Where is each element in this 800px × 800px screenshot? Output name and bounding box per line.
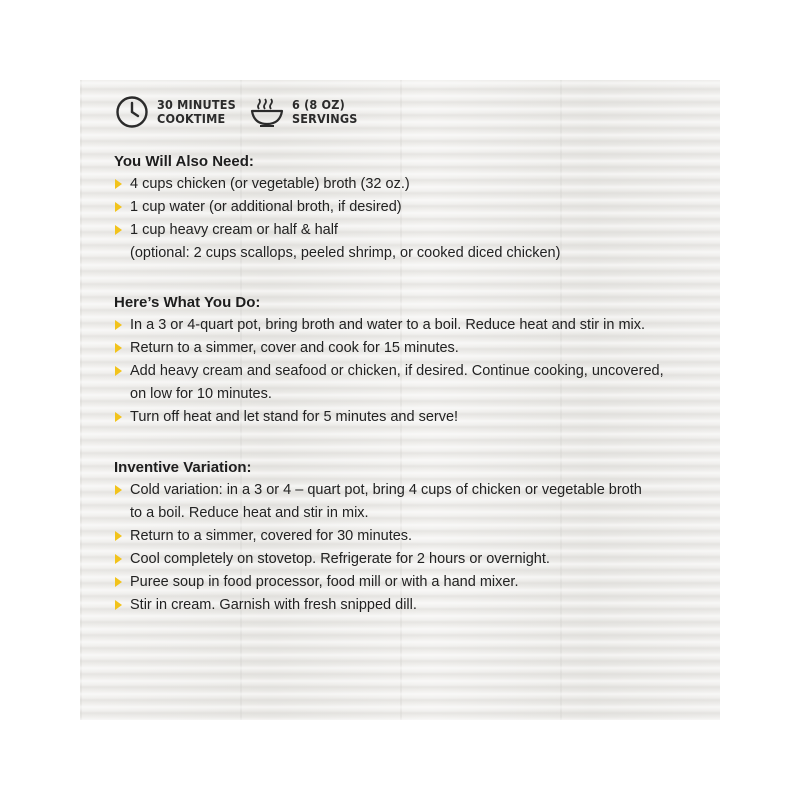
optional-note: (optional: 2 cups scallops, peeled shrimp, or cooked diced chicken) <box>130 245 561 261</box>
list-item-text: Cool completely on stovetop. Refrigerate for 2 hours or overnight. <box>130 551 550 567</box>
list-item-text: 4 cups chicken (or vegetable) broth (32 oz.) <box>130 176 410 192</box>
list-item <box>114 173 560 196</box>
list-item-text: Return to a simmer, covered for 30 minutes. <box>130 528 413 544</box>
bullet-arrow-icon <box>115 412 122 422</box>
list-item-text: Cold variation: in a 3 or 4 – quart pot, bring 4 cups of chicken or vegetable broth <box>130 482 642 498</box>
recipe-meta <box>115 96 372 128</box>
list-item-text: 1 cup water (or additional broth, if desired) <box>130 199 402 215</box>
what-you-do-section <box>114 292 664 429</box>
list-item <box>114 196 560 219</box>
cooktime-text <box>157 98 236 126</box>
list-item <box>114 479 642 502</box>
list-item <box>114 525 642 548</box>
list-item-continuation: to a boil. Reduce heat and stir in mix. <box>130 505 369 521</box>
servings-text <box>292 98 358 126</box>
bullet-arrow-icon <box>115 600 122 610</box>
section-heading: Here’s What You Do: <box>114 294 261 311</box>
bullet-arrow-icon <box>115 485 122 495</box>
list-item <box>114 314 664 337</box>
list-item <box>114 548 642 571</box>
bullet-arrow-icon <box>115 577 122 587</box>
cooktime-line2: COOKTIME <box>157 111 226 126</box>
servings-line2: SERVINGS <box>291 111 358 126</box>
cooktime-line1: 30 MINUTES <box>157 97 236 112</box>
section-heading: You Will Also Need: <box>114 153 254 170</box>
cooktime-info <box>115 95 236 129</box>
bullet-arrow-icon <box>115 179 122 189</box>
bullet-arrow-icon <box>115 320 122 330</box>
also-need-section <box>114 151 560 265</box>
bullet-arrow-icon <box>115 225 122 235</box>
servings-line1: 6 (8 OZ) <box>291 97 346 112</box>
bullet-arrow-icon <box>115 366 122 376</box>
clock-icon <box>115 95 149 129</box>
list-item <box>114 571 642 594</box>
list-item-text: Add heavy cream and seafood or chicken, if desired. Continue cooking, uncovered, <box>130 363 664 379</box>
list-item <box>114 360 664 383</box>
list-item-text: Turn off heat and let stand for 5 minutes and serve! <box>130 409 459 425</box>
recipe-card <box>80 80 720 720</box>
list-item-text: Stir in cream. Garnish with fresh snipped dill. <box>130 597 417 613</box>
list-item-text: Return to a simmer, cover and cook for 15 minutes. <box>130 340 459 356</box>
list-item-continuation: on low for 10 minutes. <box>130 386 272 402</box>
bullet-arrow-icon <box>115 202 122 212</box>
section-heading: Inventive Variation: <box>114 459 252 476</box>
list-item <box>114 337 664 360</box>
list-item <box>114 594 642 617</box>
list-item-text: In a 3 or 4-quart pot, bring broth and water to a boil. Reduce heat and stir in mix. <box>130 317 646 333</box>
inventive-variation-section <box>114 457 642 617</box>
bullet-arrow-icon <box>115 554 122 564</box>
bullet-arrow-icon <box>115 531 122 541</box>
list-item-text: Puree soup in food processor, food mill or with a hand mixer. <box>130 574 519 590</box>
servings-info <box>250 95 358 129</box>
list-item <box>114 406 664 429</box>
list-item <box>114 219 560 242</box>
soup-bowl-icon <box>250 95 284 129</box>
bullet-arrow-icon <box>115 343 122 353</box>
list-item-text: 1 cup heavy cream or half & half <box>130 222 338 238</box>
